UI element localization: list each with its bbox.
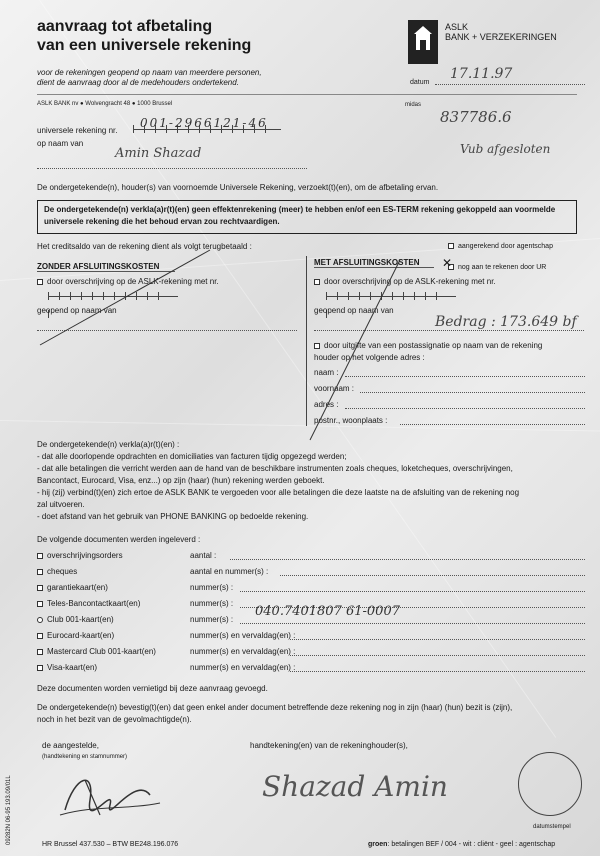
bank-address: ASLK BANK nv ● Wolvengracht 48 ● 1000 Brussel bbox=[37, 101, 173, 107]
doc-row[interactable] bbox=[37, 567, 77, 577]
doc-line bbox=[290, 639, 585, 640]
doc-field: aantal en nummer(s) : bbox=[190, 567, 269, 576]
agent-sub: (handtekening en stamnummer) bbox=[42, 754, 128, 760]
doc-label: garantiekaart(en) bbox=[47, 583, 108, 592]
footer-right-prefix: groen bbox=[368, 841, 388, 848]
declares-item: - hij (zij) verbind(t)(en) zich ertoe de ASLK BANK te vergoeden voor alle betalingen die deze laatste na de afsluiting van de rekening nog bbox=[37, 488, 520, 497]
declares-item: zal uitvoeren. bbox=[37, 500, 85, 509]
bank-subtitle: BANK + VERZEKERINGEN bbox=[445, 32, 557, 42]
right-transfer-label: door overschrijving op de ASLK-rekening met nr. bbox=[324, 277, 496, 286]
doc-label: Mastercard Club 001-kaart(en) bbox=[47, 647, 156, 656]
doc-row[interactable] bbox=[37, 615, 114, 625]
bank-name: ASLK bbox=[445, 22, 469, 32]
holders-label: handtekening(en) van de rekeninghouder(s), bbox=[250, 741, 408, 750]
doc-label: Visa-kaart(en) bbox=[47, 663, 98, 672]
doc-row[interactable] bbox=[37, 663, 97, 673]
doc-label: cheques bbox=[47, 567, 78, 576]
title-line2: van een universele rekening bbox=[37, 37, 252, 54]
doc-label: Teles-Bancontactkaart(en) bbox=[47, 599, 141, 608]
account-number-value: 001-2966121-46 bbox=[140, 116, 268, 130]
doc-line bbox=[290, 671, 585, 672]
datum-label: datum bbox=[410, 79, 430, 86]
doc-field: nummer(s) : bbox=[190, 583, 234, 592]
footer-right-text: : betalingen BEF / 004 - wit : cliënt - geel : agentschap bbox=[387, 841, 556, 848]
doc-checkbox[interactable] bbox=[37, 649, 43, 655]
declares-intro: De ondergetekende(n) verkla(a)r(t)(en) : bbox=[37, 440, 180, 449]
doc-checkbox[interactable] bbox=[37, 585, 43, 591]
option-agent-label: aangerekend door agentschap bbox=[458, 243, 553, 250]
documents-destroyed: Deze documenten worden vernietigd bij deze aanvraag gevoegd. bbox=[37, 684, 268, 693]
doc-line bbox=[280, 575, 585, 576]
option-ur-label: nog aan te rekenen door UR bbox=[458, 264, 547, 271]
club-card-number: 040.7401807 61-0007 bbox=[255, 604, 400, 619]
doc-line bbox=[290, 655, 585, 656]
title-line1: aanvraag tot afbetaling bbox=[37, 18, 213, 35]
declares-item: - dat alle doorlopende opdrachten en domiciliaties van facturen tijdig opgezegd werden; bbox=[37, 452, 347, 461]
date-stamp-circle bbox=[518, 752, 582, 816]
naam-label: naam : bbox=[314, 368, 339, 377]
agent-label: de aangestelde, bbox=[42, 741, 99, 750]
declares-item: Bancontact, Eurocard, Visa, enz...) op zijn (haar) (hun) rekening werden geboekt. bbox=[37, 476, 325, 485]
confirm-line2: noch in het bezit van de gevolmachtigde(n). bbox=[37, 715, 192, 724]
doc-row[interactable] bbox=[37, 599, 140, 609]
doc-checkbox[interactable] bbox=[37, 601, 43, 607]
doc-line bbox=[230, 559, 585, 560]
left-opened-label: geopend op naam van bbox=[37, 306, 117, 315]
documents-intro: De volgende documenten werden ingeleverd : bbox=[37, 535, 201, 544]
credit-intro: Het creditsaldo van de rekening dient als volgt terugbetaald : bbox=[37, 242, 252, 251]
declares-item: - dat alle betalingen die verricht werden aan de hand van de beschikbare instrumenten zoals cheques, loketcheques, overschrijvingen, bbox=[37, 464, 513, 473]
doc-line bbox=[240, 623, 585, 624]
doc-label: overschrijvingsorders bbox=[47, 551, 123, 560]
doc-checkbox[interactable] bbox=[37, 633, 43, 639]
ur-checkmark-icon: ✕ bbox=[442, 256, 453, 270]
subtitle-line2: dient de aanvraag door al de medehouders ondertekend. bbox=[37, 78, 239, 87]
postal-label: door uitgifte van een postassignatie op naam van de rekening bbox=[324, 341, 543, 350]
voornaam-label: voornaam : bbox=[314, 384, 355, 393]
postal-label2: houder op het volgende adres : bbox=[314, 353, 425, 362]
side-code: 09282N 06-95 193.09/01L bbox=[6, 775, 12, 845]
doc-field: nummer(s) en vervaldag(en) : bbox=[190, 631, 296, 640]
doc-field: nummer(s) en vervaldag(en) : bbox=[190, 663, 296, 672]
right-title: MET AFSLUITINGSKOSTEN bbox=[314, 258, 420, 267]
doc-line bbox=[240, 591, 585, 592]
footer-left: HR Brussel 437.530 – BTW BE248.196.076 bbox=[42, 841, 179, 848]
account-name-value: Amin Shazad bbox=[115, 146, 202, 161]
doc-checkbox[interactable] bbox=[37, 569, 43, 575]
doc-label: Club 001-kaart(en) bbox=[47, 615, 114, 624]
amount-note: Bedrag : 173.649 bf bbox=[435, 314, 577, 330]
doc-checkbox[interactable] bbox=[37, 665, 43, 671]
doc-label: Eurocard-kaart(en) bbox=[47, 631, 115, 640]
account-name-label: op naam van bbox=[37, 139, 84, 148]
doc-checkbox[interactable] bbox=[37, 617, 43, 623]
doc-field: nummer(s) : bbox=[190, 615, 234, 624]
left-title: ZONDER AFSLUITINGSKOSTEN bbox=[37, 262, 160, 271]
midas-label: midas bbox=[405, 102, 422, 108]
declaration-box: De ondergetekende(n) verkla(a)r(t)(en) geen effektenrekening (meer) te hebben en/of een ES-TERM rekening gekoppeld aan voormelde universele rekening die het behoud ervan zou rechtvaardigen. bbox=[37, 200, 577, 234]
left-transfer-label: door overschrijving op de ASLK-rekening met nr. bbox=[47, 277, 219, 286]
midas-note: Vub afgesloten bbox=[460, 142, 551, 156]
intro-text: De ondergetekende(n), houder(s) van voornoemde Universele Rekening, verzoekt(t)(en), om de afbetaling ervan. bbox=[37, 183, 439, 192]
account-number-label: universele rekening nr. bbox=[37, 126, 118, 135]
doc-row[interactable] bbox=[37, 631, 114, 641]
holder-signature: Shazad Amin bbox=[262, 770, 448, 803]
doc-row[interactable] bbox=[37, 551, 123, 561]
footer-right bbox=[368, 840, 555, 850]
doc-field: nummer(s) : bbox=[190, 599, 234, 608]
doc-row[interactable] bbox=[37, 647, 156, 657]
postnr-label: postnr., woonplaats : bbox=[314, 416, 388, 425]
confirm-line1: De ondergetekende(n) bevestig(t)(en) dat geen enkel ander document betreffende deze rekening nog in zijn (haar) (hun) bezit is (zijn), bbox=[37, 703, 513, 712]
subtitle-line1: voor de rekeningen geopend op naam van meerdere personen, bbox=[37, 68, 262, 77]
agent-signature-icon bbox=[55, 765, 165, 820]
stamp-label: datumstempel bbox=[533, 824, 571, 830]
doc-field: aantal : bbox=[190, 551, 217, 560]
doc-field: nummer(s) en vervaldag(en) : bbox=[190, 647, 296, 656]
midas-value: 837786.6 bbox=[440, 108, 512, 126]
adres-label: adres : bbox=[314, 400, 339, 409]
right-opened-label: geopend op naam van bbox=[314, 306, 394, 315]
doc-checkbox[interactable] bbox=[37, 553, 43, 559]
declares-item: - doet afstand van het gebruik van PHONE BANKING op bedoelde rekening. bbox=[37, 512, 309, 521]
datum-value: 17.11.97 bbox=[450, 66, 513, 82]
doc-row[interactable] bbox=[37, 583, 108, 593]
